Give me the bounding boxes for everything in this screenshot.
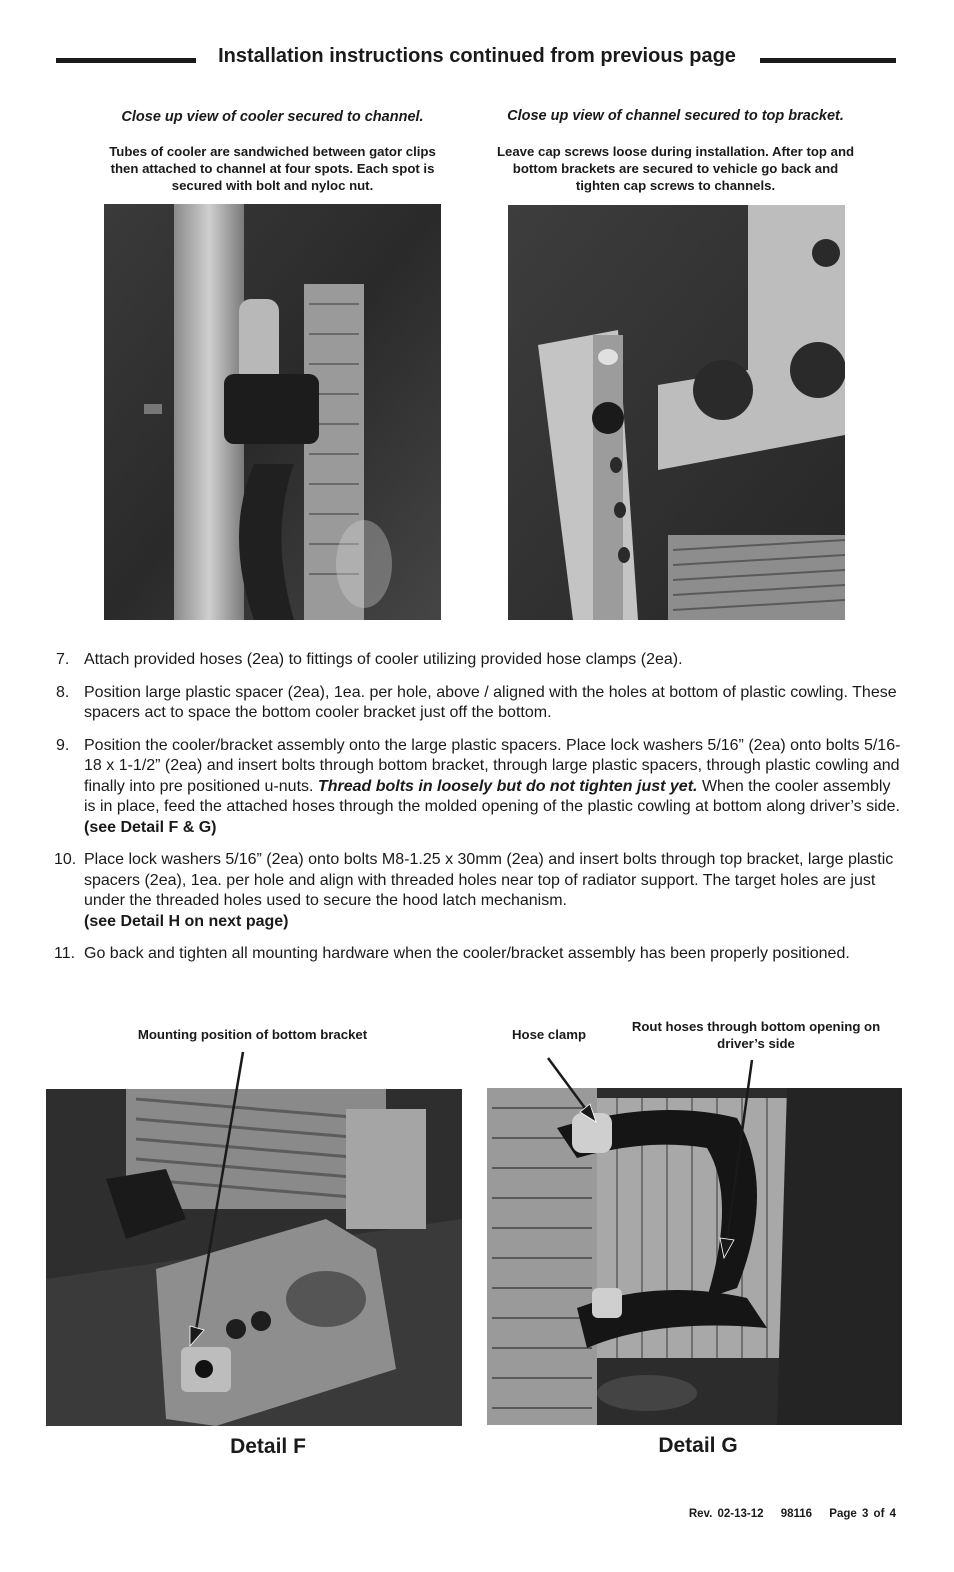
page-number: Page 3 of 4 (829, 1508, 896, 1520)
figure-2-title: Close up view of channel secured to top bracket. (507, 108, 844, 124)
step-text: Go back and tighten all mounting hardware when the cooler/bracket assembly has been properly positioned. (84, 945, 850, 962)
detail-f-photo (46, 1089, 462, 1426)
list-item (56, 683, 906, 724)
list-item (56, 944, 906, 965)
list-item (56, 650, 906, 671)
figure-1-caption: Tubes of cooler are sandwiched between gator clips then attached to channel at four spots. Each spot is secured with bolt and nyloc nut. (109, 144, 436, 193)
step-number: 7. (56, 651, 70, 668)
detail-g-label: Detail G (658, 1434, 738, 1457)
figure-1-title: Close up view of cooler secured to channel. (121, 109, 424, 125)
step-text: Place lock washers 5/16” (2ea) onto bolts M8-1.25 x 30mm (2ea) and insert bolts through top bracket, large plastic spacers (2ea), 1ea. per hole and align with threaded holes near top of radiator support. The target holes are just under the threaded holes used to secure the hood latch mechanism. (84, 851, 894, 909)
detail-f-callout: Mounting position of bottom bracket (137, 1027, 368, 1042)
revision-label: Rev. 02-13-12 (688, 1508, 764, 1520)
list-item (56, 736, 906, 839)
cooler-channel-photo (104, 204, 441, 620)
step-emphasis: Thread bolts in loosely but do not tighten just yet. (317, 777, 698, 795)
step-text: Attach provided hoses (2ea) to fittings of cooler utilizing provided hose clamps (2ea). (84, 651, 683, 668)
detail-g-photo (487, 1088, 902, 1425)
step-number: 8. (56, 683, 70, 701)
detail-reference: (see Detail F & G) (84, 818, 217, 836)
channel-bracket-photo (508, 205, 845, 620)
part-number: 98116 (780, 1508, 813, 1520)
figure-2-caption: Leave cap screws loose during installation. After top and bottom brackets are secured to vehicle go back and tighten cap screws to channels. (496, 144, 855, 193)
step-text: Position large plastic spacer (2ea), 1ea. per hole, above / aligned with the holes at bottom of plastic cowling. These spacers act to space the bottom cooler bracket just off the bottom. (84, 683, 897, 721)
page-footer (677, 1508, 896, 1520)
page-title: Installation instructions continued from previous page (0, 45, 954, 68)
detail-g-callout-hoses: Rout hoses through bottom opening on driver’s side (631, 1019, 881, 1051)
step-number: 9. (56, 736, 70, 754)
detail-f-label: Detail F (230, 1435, 306, 1458)
step-text: Position the cooler/bracket assembly onto the large plastic spacers. Place lock washers 5/16” (2ea) onto bolts 5/16-18 x 1-1/2” (2ea) and insert bolts through bottom bracket, through large plastic spacers, through plastic cowling and finally into pre positioned u-nuts. (84, 736, 901, 795)
step-number: 10. (54, 851, 77, 868)
step-number: 11. (54, 945, 76, 962)
detail-reference: (see Detail H on next page) (84, 912, 289, 930)
step-text: When the cooler assembly is in place, feed the attached hoses through the molded opening of the plastic cowling at bottom along driver’s side. (84, 777, 900, 815)
list-item (56, 850, 906, 932)
detail-g-callout-clamp: Hose clamp (511, 1027, 587, 1042)
instruction-steps (56, 650, 906, 977)
